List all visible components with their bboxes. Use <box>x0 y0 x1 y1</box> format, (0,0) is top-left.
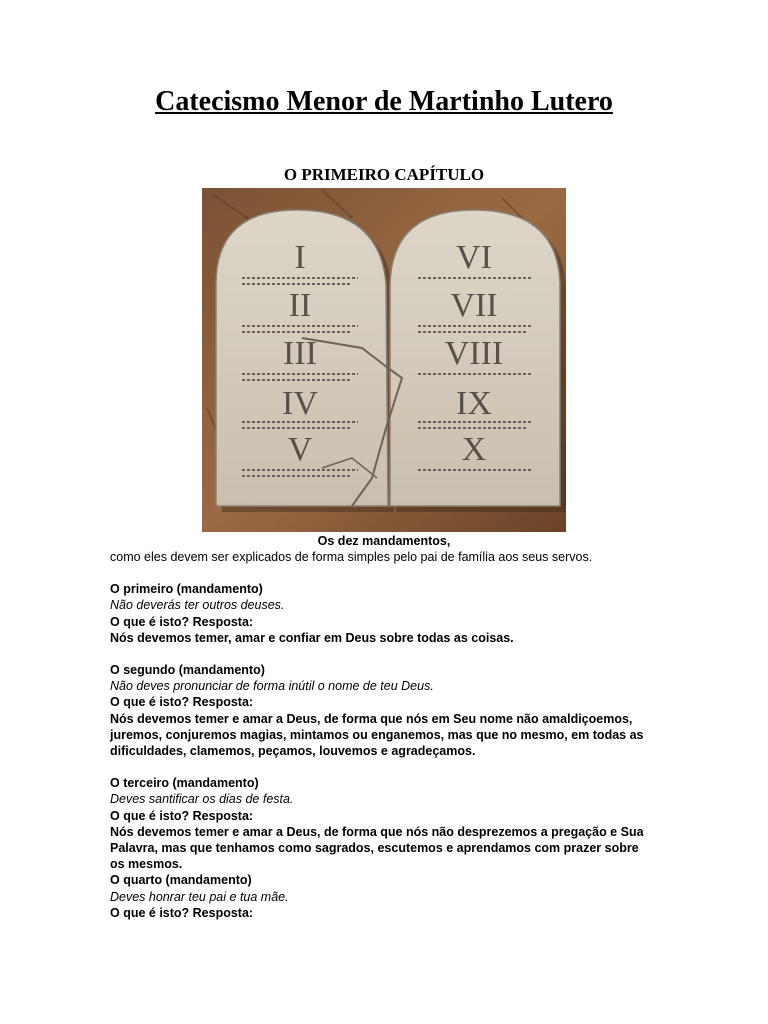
answer-text: Nós devemos temer e amar a Deus, de forma que nós em Seu nome não amaldiçoemos, juremos, conjuremos magias, mintamos ou enganemos, mas que no mesmo, em todas as dificuldades, clamemos, peçamos, louvemos e agradeçamos. <box>110 711 644 759</box>
question-text: O que é isto? Resposta: <box>110 905 254 920</box>
commandment-text: Deves santificar os dias de festa. <box>110 792 294 807</box>
commandment-text: Não deves pronunciar de forma inútil o nome de teu Deus. <box>110 679 434 694</box>
chapter-heading: O PRIMEIRO CAPÍTULO <box>283 165 485 184</box>
section-heading: O terceiro (mandamento) <box>110 776 259 791</box>
roman-numeral: III <box>283 335 317 372</box>
section-heading: O segundo (mandamento) <box>110 663 265 678</box>
answer-text: Nós devemos temer, amar e confiar em Deus sobre todas as coisas. <box>110 630 514 645</box>
ten-commandments-tablets-image <box>202 188 566 532</box>
roman-numeral: I <box>294 239 306 276</box>
document-title: Catecismo Menor de Martinho Lutero <box>155 86 613 117</box>
document-body <box>110 549 650 921</box>
intro-text: como eles devem ser explicados de forma simples pelo pai de família aos seus servos. <box>110 550 593 564</box>
roman-numeral: VI <box>456 239 492 276</box>
section-heading: O primeiro (mandamento) <box>110 582 263 597</box>
question-text: O que é isto? Resposta: <box>110 808 254 823</box>
question-text: O que é isto? Resposta: <box>110 614 254 629</box>
roman-numeral: II <box>288 287 312 324</box>
roman-numeral: X <box>461 431 487 468</box>
figure-caption: Os dez mandamentos, <box>317 534 451 548</box>
question-text: O que é isto? Resposta: <box>110 695 254 710</box>
roman-numeral: IX <box>456 385 492 422</box>
section-heading: O quarto (mandamento) <box>110 873 252 888</box>
roman-numeral: VIII <box>444 335 504 372</box>
roman-numeral: V <box>287 431 313 468</box>
tablets-illustration <box>202 188 566 532</box>
roman-numeral: IV <box>282 385 318 422</box>
answer-text: Nós devemos temer e amar a Deus, de forma que nós não desprezemos a pregação e Sua Palavra, mas que tenhamos como sagrados, escutemos e aprendamos com prazer sobre os mesmos. <box>110 824 644 872</box>
commandment-text: Não deverás ter outros deuses. <box>110 598 285 613</box>
roman-numeral: VII <box>450 287 498 324</box>
commandment-text: Deves honrar teu pai e tua mãe. <box>110 889 289 904</box>
